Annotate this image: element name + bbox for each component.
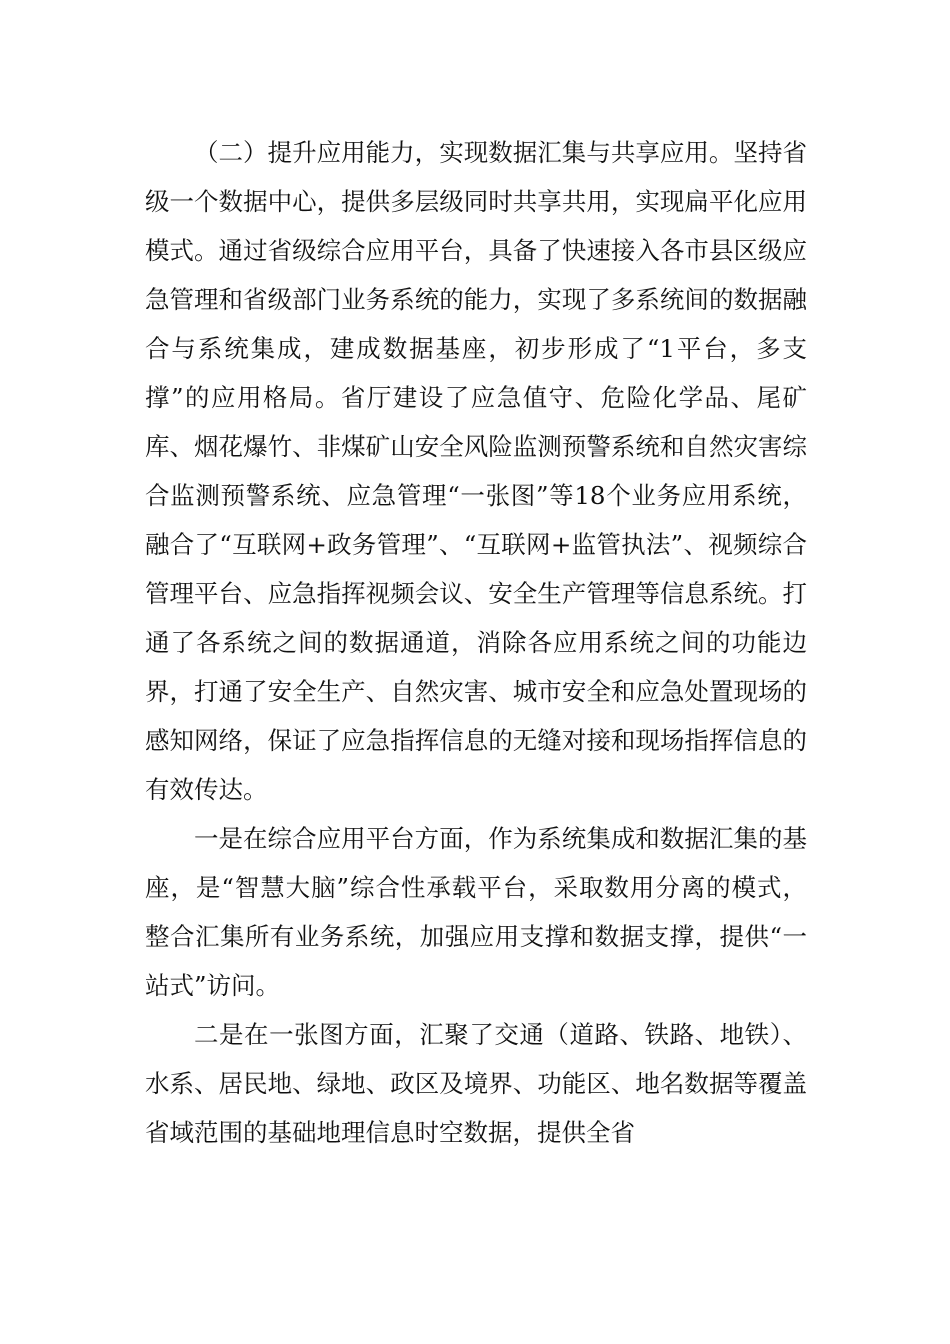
paragraph-section-2-capability: （二）提升应用能力，实现数据汇集与共享应用。坚持省级一个数据中心，提供多层级同时共享共用，实现扁平化应用模式。通过省级综合应用平台，具备了快速接入各市县区级应急管理和省级部门业务系统的能力，实现了多系统间的数据融合与系统集成，建成数据基座，初步形成了“1平台，多支撑”的应用格局。省厅建设了应急值守、危险化学品、尾矿库、烟花爆竹、非煤矿山安全风险监测预警系统和自然灾害综合监测预警系统、应急管理“一张图”等18个业务应用系统，融合了“互联网+政务管理”、“互联网+监管执法”、视频综合管理平台、应急指挥视频会议、安全生产管理等信息系统。打通了各系统之间的数据通道，消除各应用系统之间的功能边界，打通了安全生产、自然灾害、城市安全和应急处置现场的感知网络，保证了应急指挥信息的无缝对接和现场指挥信息的有效传达。 (145, 138, 807, 804)
document-body (145, 128, 807, 1157)
paragraph-one-map: 二是在一张图方面，汇聚了交通（道路、铁路、地铁）、水系、居民地、绿地、政区及境界、功能区、地名数据等覆盖省域范围的基础地理信息时空数据，提供全省 (145, 1020, 807, 1147)
paragraph-integrated-platform: 一是在综合应用平台方面，作为系统集成和数据汇集的基座，是“智慧大脑”综合性承载平台，采取数用分离的模式，整合汇集所有业务系统，加强应用支撑和数据支撑，提供“一站式”访问。 (145, 824, 807, 1000)
